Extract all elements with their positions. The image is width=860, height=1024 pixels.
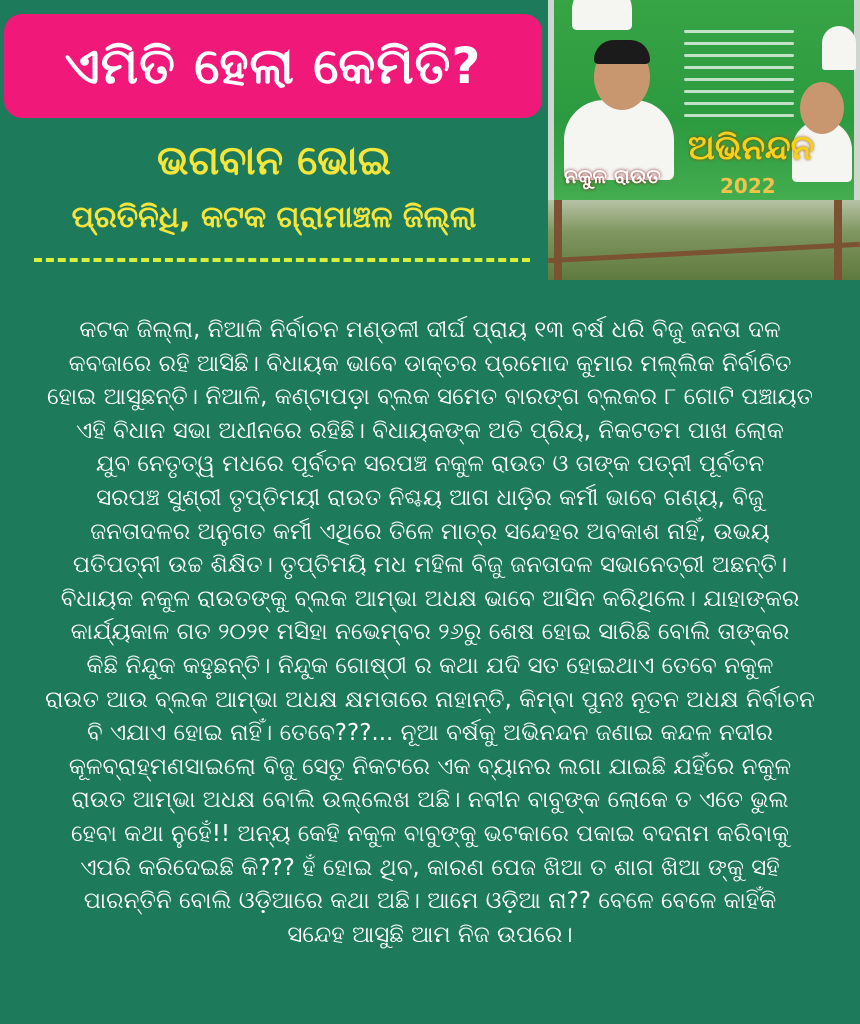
article-line: ଏହି ବିଧାନ ସଭା ଅଧୀନରେ ରହିଛି। ବିଧାୟକଙ୍କ ଅତି ପ୍ରିୟ, ନିକଟତମ ପାଖ ଲୋକ [76,417,784,444]
banner-greeting: ଅଭିନନ୍ଦନ [688,128,815,168]
article-line: ଜନତାଦଳର ଅନୁଗତ କର୍ମୀ ଏଥିରେ ତିଳେ ମାତ୍ର ସନ୍ଦେହର ଅବକାଶ ନାହିଁ, ଉଭୟ [90,518,770,545]
banner-photo [548,0,860,280]
article-line: ରାଉତ ଆଉ ବ୍ଲକ ଆମ୍ଭା ଅଧକ୍ଷ କ୍ଷମତାରେ ନାହାନ୍ତି, କିମ୍ବା ପୁନଃ ନୂତନ ଅଧକ୍ଷ ନିର୍ବାଚନ [45,686,815,713]
article-line: କଟକ ଜିଲ୍ଲା, ନିଆଳି ନିର୍ବାଚନ ମଣ୍ଡଳୀ ଦୀର୍ଘ ପ୍ରାୟ ୧୩ ବର୍ଷ ଧରି ବିଜୁ ଜନତା ଦଳ [79,317,781,343]
article-line: ଏପରି କରିଦେଇଛି କି??? ହଁ ହୋଇ ଥିବ, କାରଣ ପେଜ ଖିଆ ତ ଶାଗ ଖିଆ ଙ୍କୁ ସହି [80,854,780,881]
banner-year: 2022 [720,174,776,198]
article-line: ପତିପତ୍ନୀ ଉଚ୍ଚ ଶିକ୍ଷିତ। ତୃପ୍ତିମୟି ମଧ ମହିଳା ବିଜୁ ଜନତାଦଳ ସଭାନେତ୍ରୀ ଅଛନ୍ତି। [72,552,788,579]
bamboo-pole [554,200,562,280]
header-divider [34,258,530,262]
article-line: କାର୍ଯ୍ୟକାଳ ଗତ ୨୦୨୧ ମସିହା ନଭେମ୍ବର ୨୬ରୁ ଶେଷ ହୋଇ ସାରିଛି ବୋଲି ତାଙ୍କର [70,619,790,646]
article-line: ବି ଏଯାଏ ହୋଇ ନାହିଁ। ତେବେ???... ନୂଆ ବର୍ଷକୁ ଅଭିନନ୍ଦନ ଜଣାଇ କନ୍ଦଳ ନଦୀର [87,720,773,747]
article-line: ଯୁବ ନେତୃତ୍ୱ ମଧରେ ପୂର୍ବତନ ସରପଞ୍ଚ ନକୁଳ ରାଉତ ଓ ତାଙ୍କ ପତ୍ନୀ ପୂର୍ବତନ [95,451,765,478]
article-line: ହେବା କଥା ନୁହେଁ!! ଅନ୍ୟ କେହି ନକୁଳ ବାବୁଙ୍କୁ ଭଟକାରେ ପକାଇ ବଦନାମ କରିବାକୁ [70,820,790,847]
article-line: ସନ୍ଦେହ ଆସୁଛି ଆମ ନିଜ ଉପରେ। [287,921,573,948]
article-line: ବିଧାୟକ ନକୁଳ ରାଉତଙ୍କୁ ବ୍ଲକ ଆମ୍ଭା ଅଧକ୍ଷ ଭାବେ ଆସିନ କରିଥିଲେ। ଯାହାଙ୍କର [60,585,800,612]
figure-face [800,82,844,134]
field-background [548,200,860,280]
article-line: କିଛି ନିନ୍ଦୁକ କହୁଛନ୍ତି। ନିନ୍ଦୁକ ଗୋଷ୍ଠୀ ର କଥା ଯଦି ସତ ହୋଇଥାଏ ତେବେ ନକୁଳ [86,652,774,679]
banner [554,0,854,200]
article-line: କବଜାରେ ରହି ଆସିଛି। ବିଧାୟକ ଭାବେ ଡାକ୍ତର ପ୍ରମୋଦ କୁମାର ମଲ୍ଲିକ ନିର୍ବାଚିତ [68,350,792,377]
title-badge [4,14,542,118]
figure-hair [594,40,650,64]
article-body [10,314,850,952]
article-line: ହୋଇ ଆସୁଛନ୍ତି। ନିଆଳି, କଣ୍ଟାପଡ଼ା ବ୍ଲକ ସମେତ ବାରଙ୍ଗ ବ୍ଲକର ୮ ଗୋଟି ପଞ୍ଚାୟତ [46,384,814,411]
banner-text-lines [684,30,794,126]
bamboo-pole [834,200,842,280]
article-line: ରାଉତ ଆମ୍ଭା ଅଧକ୍ଷ ବୋଲି ଉଲ୍ଲେଖ ଅଛି। ନବୀନ ବାବୁଙ୍କ ଲୋକେ ତ ଏତେ ଭୁଲ [71,787,789,814]
figure-shirt [572,0,632,30]
page-title: ଏମିତି ହେଲା କେମିତି? [64,36,482,95]
article-line: କୂଳବ୍ରାହ୍ମଣସାଇଲୋ ବିଜୁ ସେତୁ ନିକଟରେ ଏକ ବ୍ୟାନର ଲଗା ଯାଇଛି ଯହିଁରେ ନକୁଳ [68,753,792,780]
banner-name: ନକୁଳ ରାଉତ [564,164,661,188]
article-line: ପାରନ୍ତିନି ବୋଲି ଓଡ଼ିଆରେ କଥା ଅଛି। ଆମେ ଓଡ଼ିଆ ନା?? ବେଳେ ବେଳେ କାହିଁକି [83,888,777,915]
author-name: ଭଗବାନ ଭୋଇ [156,138,391,184]
author-designation: ପ୍ରତିନିଧି, କଟକ ଗ୍ରାମାଞ୍ଚଳ ଜିଲ୍ଲା [71,200,477,235]
article-line: ସରପଞ୍ଚ ସୁଶ୍ରୀ ତୃପ୍ତିମୟୀ ରାଉତ ନିଶ୍ଚୟ ଆଗ ଧାଡ଼ିର କର୍ମୀ ଭାବେ ଗଣ୍ୟ, ବିଜୁ [96,484,764,511]
figure-shirt [822,26,856,70]
